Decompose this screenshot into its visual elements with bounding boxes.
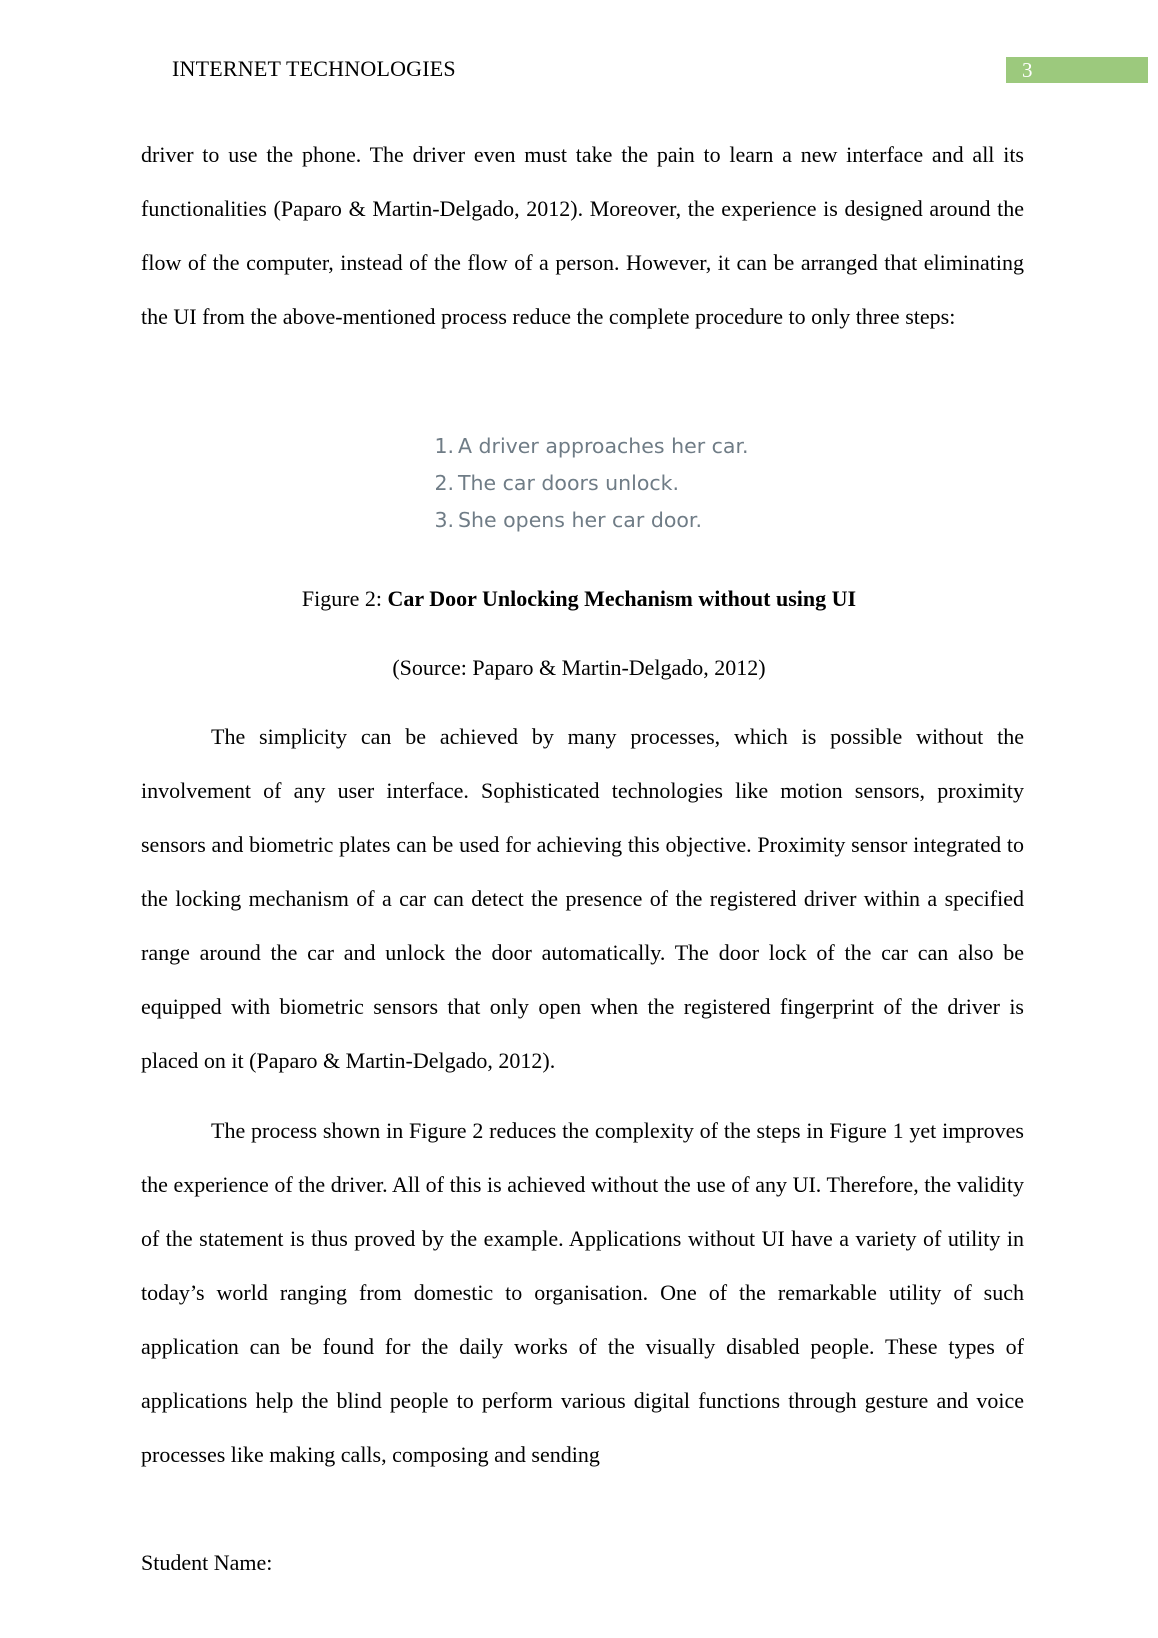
figure-caption-label: Figure 2:	[301, 586, 388, 611]
step-text: She opens her car door.	[458, 508, 702, 532]
step-text: The car doors unlock.	[458, 471, 680, 495]
figure-step-item	[426, 465, 749, 502]
step-number: 3.	[434, 508, 454, 532]
step-number: 2.	[434, 471, 454, 495]
body-paragraph-2: The simplicity can be achieved by many processes, which is possible without the involvement of any user interface. Sophisticated technologies like motion sensors, proximity sensors and biometric plates can be used for achieving this objective. Proximity sensor integrated to the locking mechanism of a car can detect the presence of the registered driver within a specified range around the car and unlock the door automatically. The door lock of the car can also be equipped with biometric sensors that only open when the registered fingerprint of the driver is placed on it (Paparo & Martin-Delgado, 2012).	[141, 724, 1024, 1073]
body-paragraph-1: driver to use the phone. The driver even must take the pain to learn a new interface and all its functionalities (Paparo & Martin-Delgado, 2012). Moreover, the experience is designed around the flow of the computer, instead of the flow of a person. However, it can be arranged that eliminating the UI from the above-mentioned process reduce the complete procedure to only three steps:	[141, 142, 1024, 329]
body-paragraph-3: The process shown in Figure 2 reduces the complexity of the steps in Figure 1 yet improves the experience of the driver. All of this is achieved without the use of any UI. Therefore, the validity of the statement is thus proved by the example. Applications without UI have a variety of utility in today’s world ranging from domestic to organisation. One of the remarkable utility of such application can be found for the daily works of the visually disabled people. These types of applications help the blind people to perform various digital functions through gesture and voice processes like making calls, composing and sending	[141, 1118, 1024, 1467]
page-number-badge	[1006, 57, 1148, 83]
page-number: 3	[1022, 58, 1033, 82]
figure-step-item	[426, 502, 749, 539]
running-head-title: INTERNET TECHNOLOGIES	[172, 56, 456, 81]
figure-step-item	[426, 428, 749, 465]
step-number: 1.	[434, 434, 454, 458]
figure-source: (Source: Paparo & Martin-Delgado, 2012)	[392, 655, 766, 680]
figure-caption-title: Car Door Unlocking Mechanism without using UI	[387, 586, 857, 611]
step-text: A driver approaches her car.	[458, 434, 749, 458]
figure-caption	[0, 586, 1158, 612]
figure-2-step-list	[426, 428, 749, 539]
footer-student-name: Student Name:	[141, 1550, 273, 1575]
